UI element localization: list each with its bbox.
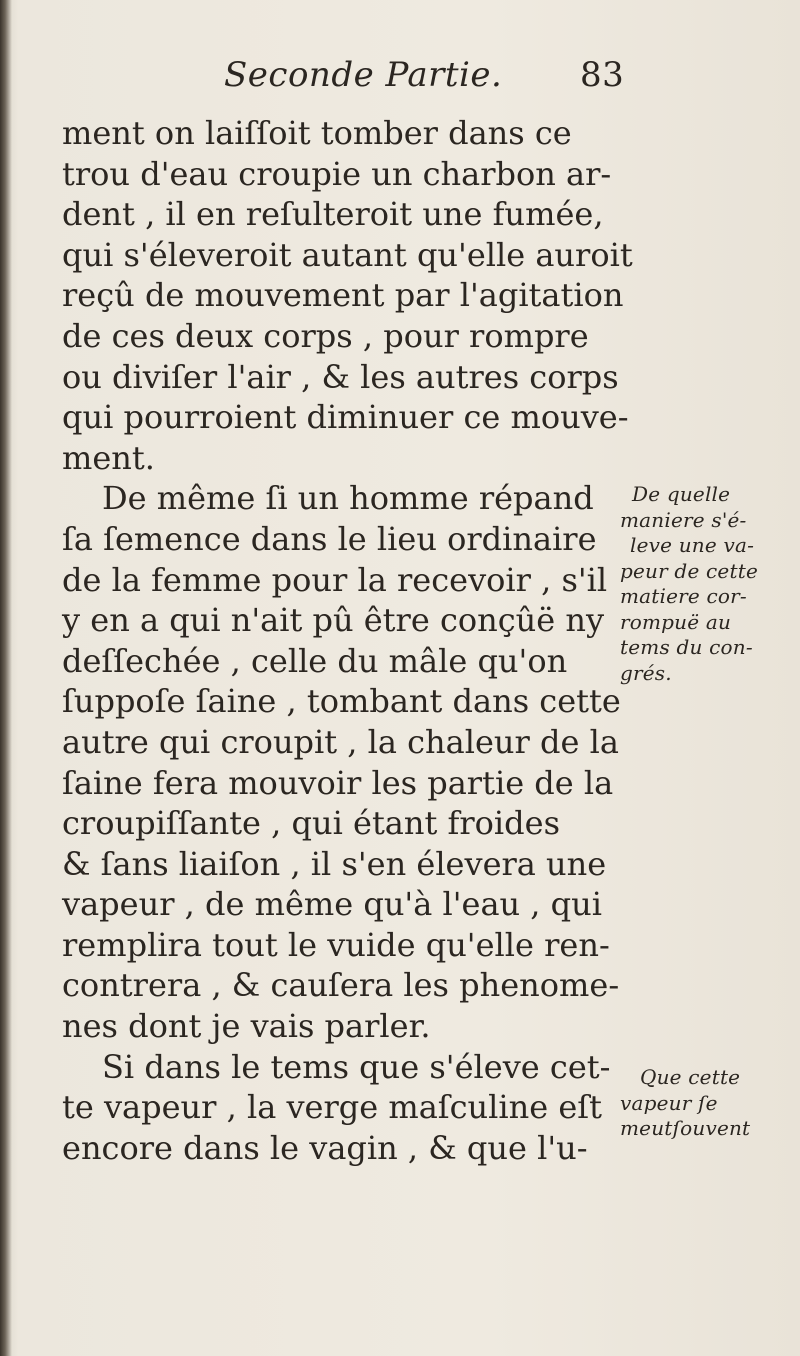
margin-note-line: tems du con- [620,635,753,659]
text-line: vapeur , de même qu'à l'eau , qui [62,885,602,924]
text-line: & ſans liaiſon , il s'en élevera une [62,844,607,883]
text-line: ment on laiſſoit tomber dans ce [62,114,572,152]
text-line: nes dont je vais parler. [62,1007,431,1046]
text-line: De même ſi un homme répand [102,479,594,518]
margin-note-line: rompuë au [620,609,732,634]
text-line: y en a qui n'ait pû être conçûë ny [62,601,605,640]
text-line: ment. [62,438,155,477]
text-line: dent , il en reſulteroit une fumée, [62,195,604,234]
text-line: de ces deux corps , pour rompre [62,316,589,355]
text-line: contrera , & cauſera les phenome- [62,966,620,1005]
book-spine-edge [0,0,12,1356]
margin-note-line: leve une va- [630,533,755,557]
page-number: 83 [580,55,625,95]
running-title: Seconde Partie. [224,55,503,95]
text-line: croupiſſante , qui étant froides [62,804,560,843]
text-line: ſaine fera mouvoir les partie de la [62,763,614,802]
text-line: qui s'éleveroit autant qu'elle auroit [62,235,633,274]
main-text-block [62,113,633,1168]
text-line: ſa ſemence dans le lieu ordinaire [62,519,597,558]
text-line: ou diviſer l'air , & les autres corps [62,357,619,396]
text-line: reçû de mouvement par l'agitation [62,276,624,315]
text-line: encore dans le vagin , & que l'u- [62,1128,588,1167]
margin-note-line: meutſouvent [620,1116,751,1140]
text-line: te vapeur , la verge maſculine eſt [62,1088,602,1127]
margin-note [620,1065,796,1142]
text-line: ſuppoſe ſaine , tombant dans cette [62,682,621,721]
margin-note-line: Que cette [640,1065,741,1089]
text-line: remplira tout le vuide qu'elle ren- [62,925,610,964]
text-line: trou d'eau croupie un charbon ar- [62,154,612,193]
margin-note [620,482,796,686]
text-line: de la femme pour la recevoir , s'il [62,560,608,599]
margin-note-line: peur de cette [620,558,758,583]
margin-note-line: De quelle [632,482,731,506]
text-line: autre qui croupit , la chaleur de la [62,722,619,761]
margin-note-line: vapeur ſe [620,1090,718,1115]
text-line: qui pourroient diminuer ce mouve- [62,398,629,437]
margin-note-line: matiere cor- [620,584,747,608]
text-line: deſſechée , celle du mâle qu'on [62,641,568,680]
text-line: Si dans le tems que s'éleve cet- [102,1047,611,1086]
running-header [64,55,624,105]
margin-note-line: maniere s'é- [620,507,747,532]
margin-note-line: grés. [620,660,672,685]
